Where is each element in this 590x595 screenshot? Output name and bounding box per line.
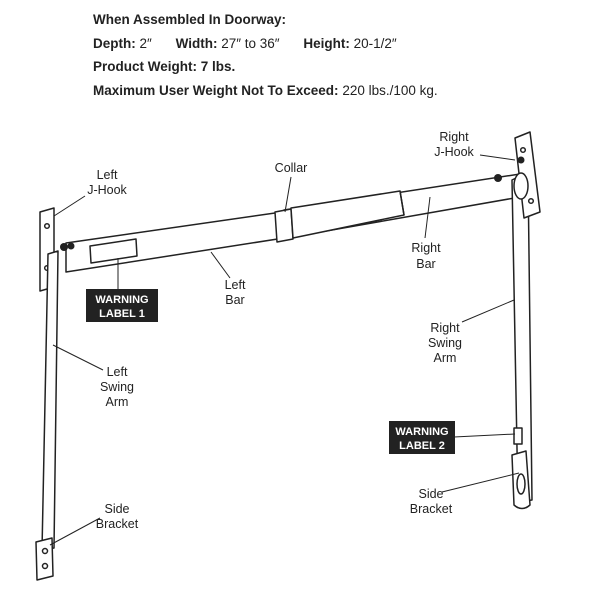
right-bracket-slot (517, 474, 525, 494)
warning-label-2-sticker (514, 428, 522, 444)
left-pin (68, 243, 75, 250)
collar (275, 209, 293, 242)
left-swing-arm (42, 251, 58, 550)
height-label: Height: (303, 35, 350, 51)
right-jhook-hole (529, 199, 534, 204)
label-left-jhook-1: Left (96, 168, 118, 182)
left-jhook-hole (45, 224, 50, 229)
warning-label-1-line2: LABEL 1 (99, 308, 145, 320)
label-right-swing-2: Swing (427, 336, 463, 350)
label-side-bracket-right-2: Bracket (409, 502, 453, 516)
label-right-bar-2: Bar (416, 257, 436, 271)
spec-heading: When Assembled In Doorway: (93, 12, 287, 27)
left-bracket-hole (43, 564, 48, 569)
label-left-jhook-2: J-Hook (87, 183, 127, 197)
depth-label: Depth: (93, 35, 136, 51)
warning-label-2-line2: LABEL 2 (399, 440, 445, 452)
leader-left-swing (53, 345, 103, 370)
left-pin (60, 243, 68, 251)
leader-collar (285, 177, 291, 212)
label-left-bar-2: Bar (225, 293, 245, 307)
label-right-bar-1: Right (411, 241, 441, 255)
warning-label-1-line1: WARNING (95, 294, 149, 306)
left-bracket-hole (43, 549, 48, 554)
weight-value: 7 lbs. (200, 59, 236, 74)
width-value: 27″ to 36″ (221, 35, 280, 51)
leader-left-jhook (54, 196, 85, 216)
label-left-swing-1: Left (106, 365, 128, 379)
leader-left-bar (211, 252, 230, 278)
leader-side-bracket-right (442, 473, 519, 492)
leader-right-jhook (480, 155, 515, 160)
weight-label: Product Weight: (93, 59, 197, 74)
right-jhook-hole (521, 148, 526, 153)
leader-side-bracket-left (50, 518, 100, 545)
label-side-bracket-left-1: Side (104, 502, 130, 516)
left-bar (66, 212, 284, 272)
warning-label-2-line1: WARNING (395, 426, 449, 438)
label-left-swing-3: Arm (105, 395, 129, 409)
depth-value: 2″ (139, 35, 152, 51)
label-collar: Collar (274, 161, 308, 175)
label-side-bracket-right-1: Side (418, 487, 444, 501)
right-pin (494, 174, 502, 182)
label-left-swing-2: Swing (99, 380, 135, 394)
collar-sleeve (291, 191, 404, 238)
label-right-swing-3: Arm (433, 351, 457, 365)
label-side-bracket-left-2: Bracket (95, 517, 139, 531)
label-right-jhook-2: J-Hook (434, 145, 474, 159)
max-weight-value: 220 lbs./100 kg. (342, 82, 438, 98)
right-pin (518, 157, 525, 164)
width-label: Width: (175, 35, 218, 51)
height-value: 20-1/2″ (353, 35, 397, 51)
max-weight-label: Maximum User Weight Not To Exceed: (93, 82, 339, 98)
leader-warning-2 (454, 434, 515, 437)
label-right-jhook-1: Right (439, 130, 469, 144)
right-pivot (514, 173, 528, 199)
label-right-swing-1: Right (430, 321, 460, 335)
label-left-bar-1: Left (224, 278, 246, 292)
leader-right-swing (462, 300, 514, 322)
